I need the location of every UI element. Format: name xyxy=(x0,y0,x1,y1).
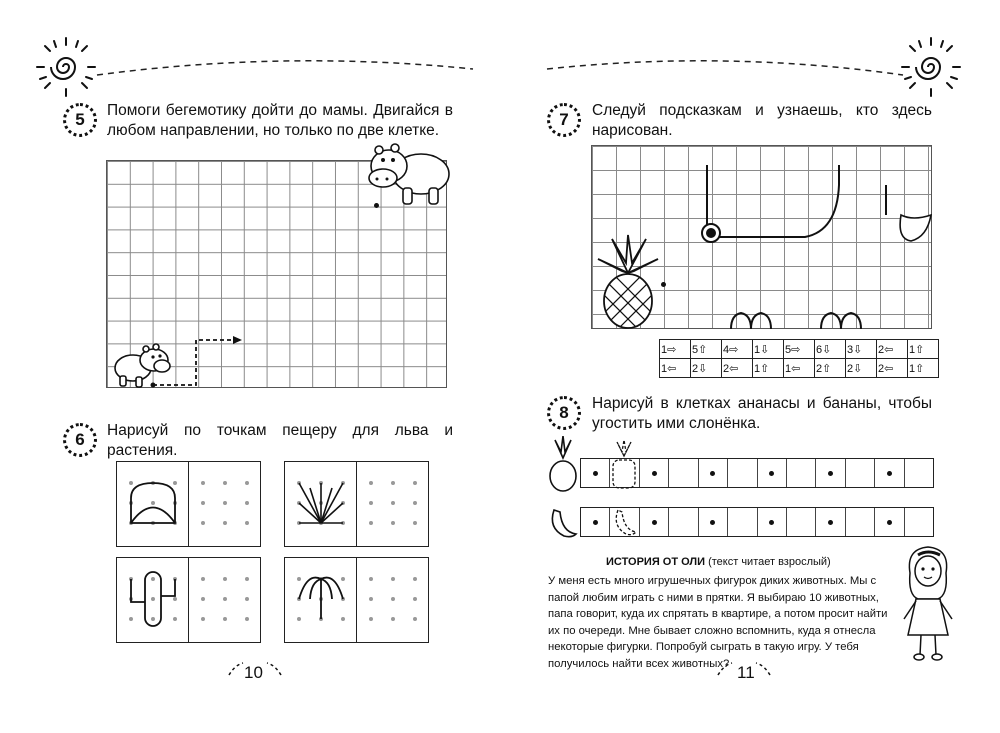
cave-sample-drawing xyxy=(117,462,189,546)
cactus-practice-dots[interactable] xyxy=(189,558,261,642)
code-cell: 2⇦ xyxy=(877,340,908,359)
code-row-2 xyxy=(660,359,939,378)
code-cell: 1⇦ xyxy=(784,359,815,378)
code-cell: 1⇧ xyxy=(908,340,939,359)
grass-practice-dots[interactable] xyxy=(357,462,429,546)
code-cell: 2⇦ xyxy=(877,359,908,378)
traced-pineapple-outline xyxy=(609,440,639,490)
story-title-block xyxy=(606,556,831,568)
direction-code-table xyxy=(659,339,939,378)
code-cell: 1⇨ xyxy=(660,340,691,359)
page-number-right: 11 xyxy=(737,663,755,682)
mother-hippo-icon xyxy=(365,138,453,208)
cave-practice-dots[interactable] xyxy=(189,462,261,546)
sample-path-arrow xyxy=(150,330,250,390)
dot-card-cactus xyxy=(116,557,261,643)
pineapple-icon xyxy=(592,233,664,329)
code-cell: 2⇧ xyxy=(815,359,846,378)
page-number-left: 10 xyxy=(244,663,263,682)
dot-card-cave xyxy=(116,461,261,547)
task-5-instructions: Помоги бегемотику дойти до мамы. Двигайся в любом направлении, но только по две клетке. xyxy=(107,102,453,139)
dot-card-palm xyxy=(284,557,429,643)
code-cell: 3⇩ xyxy=(846,340,877,359)
code-cell: 1⇧ xyxy=(908,359,939,378)
target-point xyxy=(374,203,379,208)
story-title-note: (текст читает взрослый) xyxy=(708,556,831,568)
code-row-1 xyxy=(660,340,939,359)
sun-swirl-icon xyxy=(900,36,962,98)
code-cell: 1⇦ xyxy=(660,359,691,378)
code-cell: 1⇧ xyxy=(753,359,784,378)
code-cell: 2⇦ xyxy=(722,359,753,378)
palm-sample-drawing xyxy=(285,558,357,642)
task-number-8: 8 xyxy=(547,396,581,430)
task-number-7: 7 xyxy=(547,103,581,137)
task-6-instructions: Нарисуй по точкам пещеру для льва и растения. xyxy=(107,422,453,459)
palm-practice-dots[interactable] xyxy=(357,558,429,642)
traced-banana-outline xyxy=(610,508,638,538)
header-dashed-line-right xyxy=(545,55,905,85)
code-cell: 2⇩ xyxy=(691,359,722,378)
small-banana-icon xyxy=(546,506,580,540)
task-8-instructions: Нарисуй в клетках ананасы и бананы, чтобы угостить ими слонёнка. xyxy=(592,395,932,432)
code-cell: 5⇨ xyxy=(784,340,815,359)
task-number-6: 6 xyxy=(63,423,97,457)
code-cell: 4⇨ xyxy=(722,340,753,359)
dot-card-grass xyxy=(284,461,429,547)
grass-sample-drawing xyxy=(285,462,357,546)
story-title: ИСТОРИЯ ОТ ОЛИ xyxy=(606,556,706,568)
small-pineapple-icon xyxy=(546,436,580,492)
task-number-5: 5 xyxy=(63,103,97,137)
code-cell: 5⇧ xyxy=(691,340,722,359)
story-text: У меня есть много игрушечных фигурок диких животных. Мы с папой любим играть с ними в прятки. Я выбираю 10 животных, папа говорит, куда их спрятать в квартире, а потом просит найти их по очереди. Мне бывает сложно вспомнить, куда я отнесла некоторые фигурки. Попробуй сыграть в такую игру. У тебя получилось найти всех животных? xyxy=(548,575,888,670)
code-cell: 1⇩ xyxy=(753,340,784,359)
code-cell: 2⇩ xyxy=(846,359,877,378)
header-dashed-line xyxy=(95,55,475,85)
cactus-sample-drawing xyxy=(117,558,189,642)
task-7-instructions: Следуй подсказкам и узнаешь, кто здесь нарисован. xyxy=(592,102,932,139)
start-point xyxy=(661,282,666,287)
code-cell: 6⇩ xyxy=(815,340,846,359)
girl-olya-illustration xyxy=(898,543,958,663)
sun-swirl-icon xyxy=(35,36,97,98)
